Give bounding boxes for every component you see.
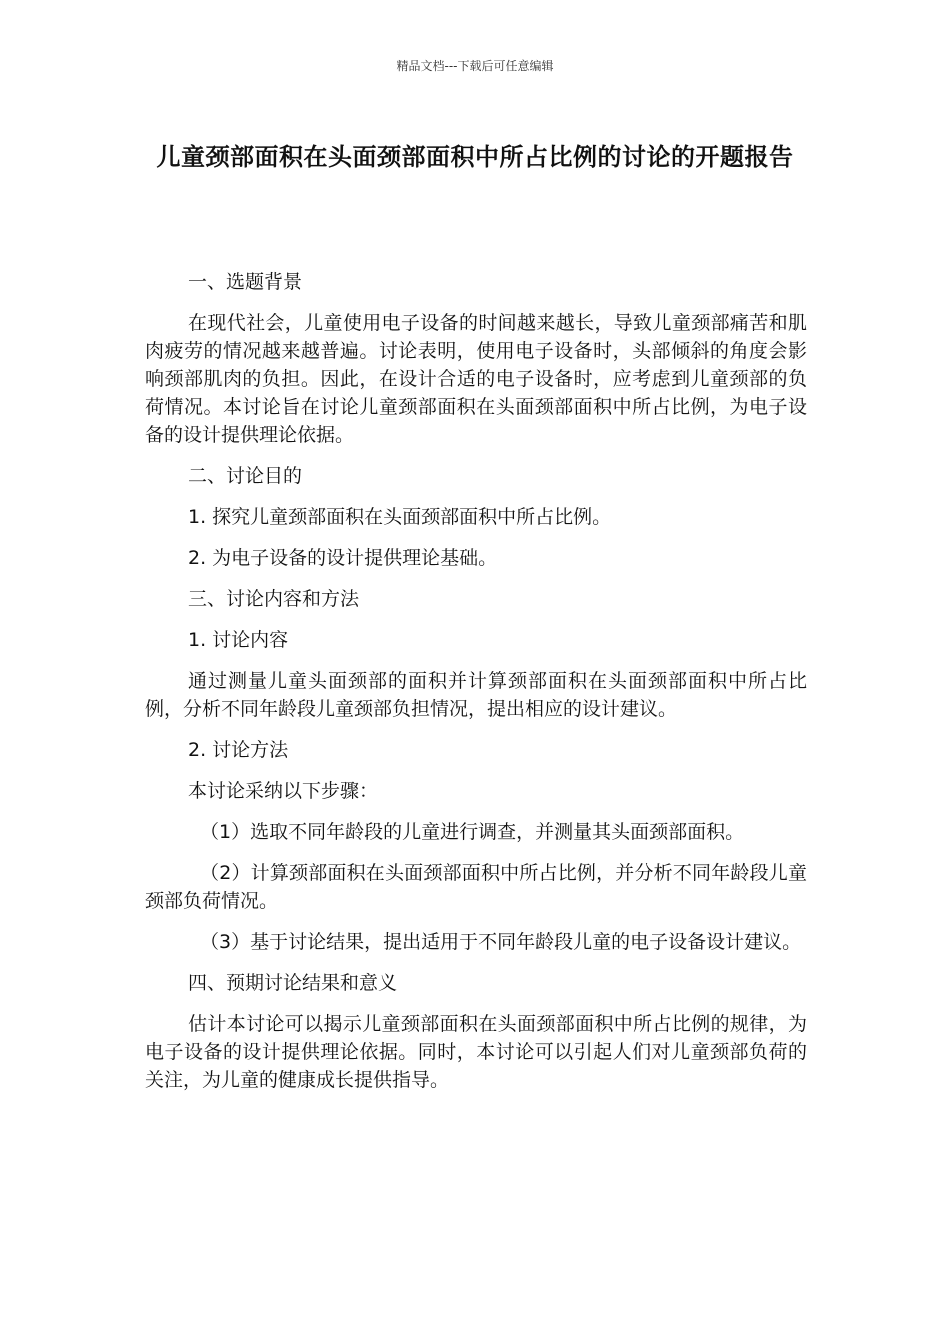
paragraph-content: 通过测量儿童头面颈部的面积并计算颈部面积在头面颈部面积中所占比例，分析不同年龄段儿童颈部负担情况，提出相应的设计建议。 [145, 670, 807, 720]
method-intro: 本讨论采纳以下步骤： [188, 780, 379, 802]
purpose-item-2: 2. 为电子设备的设计提供理论基础。 [188, 547, 498, 569]
section-heading-expected-results: 四、预期讨论结果和意义 [188, 972, 398, 994]
header-note: 精品文档---下载后可任意编辑 [396, 59, 554, 73]
subheading-method: 2. 讨论方法 [188, 739, 289, 761]
method-step-2: （2）计算颈部面积在头面颈部面积中所占比例，并分析不同年龄段儿童颈部负荷情况。 [145, 862, 807, 912]
document-title: 儿童颈部面积在头面颈部面积中所占比例的讨论的开题报告 [156, 143, 794, 171]
section-heading-background: 一、选题背景 [188, 271, 303, 293]
document-body [145, 268, 807, 1107]
subheading-content: 1. 讨论内容 [188, 629, 289, 651]
purpose-item-1: 1. 探究儿童颈部面积在头面颈部面积中所占比例。 [188, 506, 612, 528]
paragraph-expected-results: 估计本讨论可以揭示儿童颈部面积在头面颈部面积中所占比例的规律，为电子设备的设计提供理论依据。同时，本讨论可以引起人们对儿童颈部负荷的关注，为儿童的健康成长提供指导。 [145, 1013, 807, 1091]
paragraph-background: 在现代社会，儿童使用电子设备的时间越来越长，导致儿童颈部痛苦和肌肉疲劳的情况越来越普遍。讨论表明，使用电子设备时，头部倾斜的角度会影响颈部肌肉的负担。因此，在设计合适的电子设备时，应考虑到儿童颈部的负荷情况。本讨论旨在讨论儿童颈部面积在头面颈部面积中所占比例，为电子设备的设计提供理论依据。 [145, 312, 807, 446]
method-step-1: （1）选取不同年龄段的儿童进行调查，并测量其头面颈部面积。 [200, 821, 745, 843]
section-heading-purpose: 二、讨论目的 [188, 465, 303, 487]
method-step-3: （3）基于讨论结果，提出适用于不同年龄段儿童的电子设备设计建议。 [200, 931, 802, 953]
section-heading-content-method: 三、讨论内容和方法 [188, 588, 360, 610]
